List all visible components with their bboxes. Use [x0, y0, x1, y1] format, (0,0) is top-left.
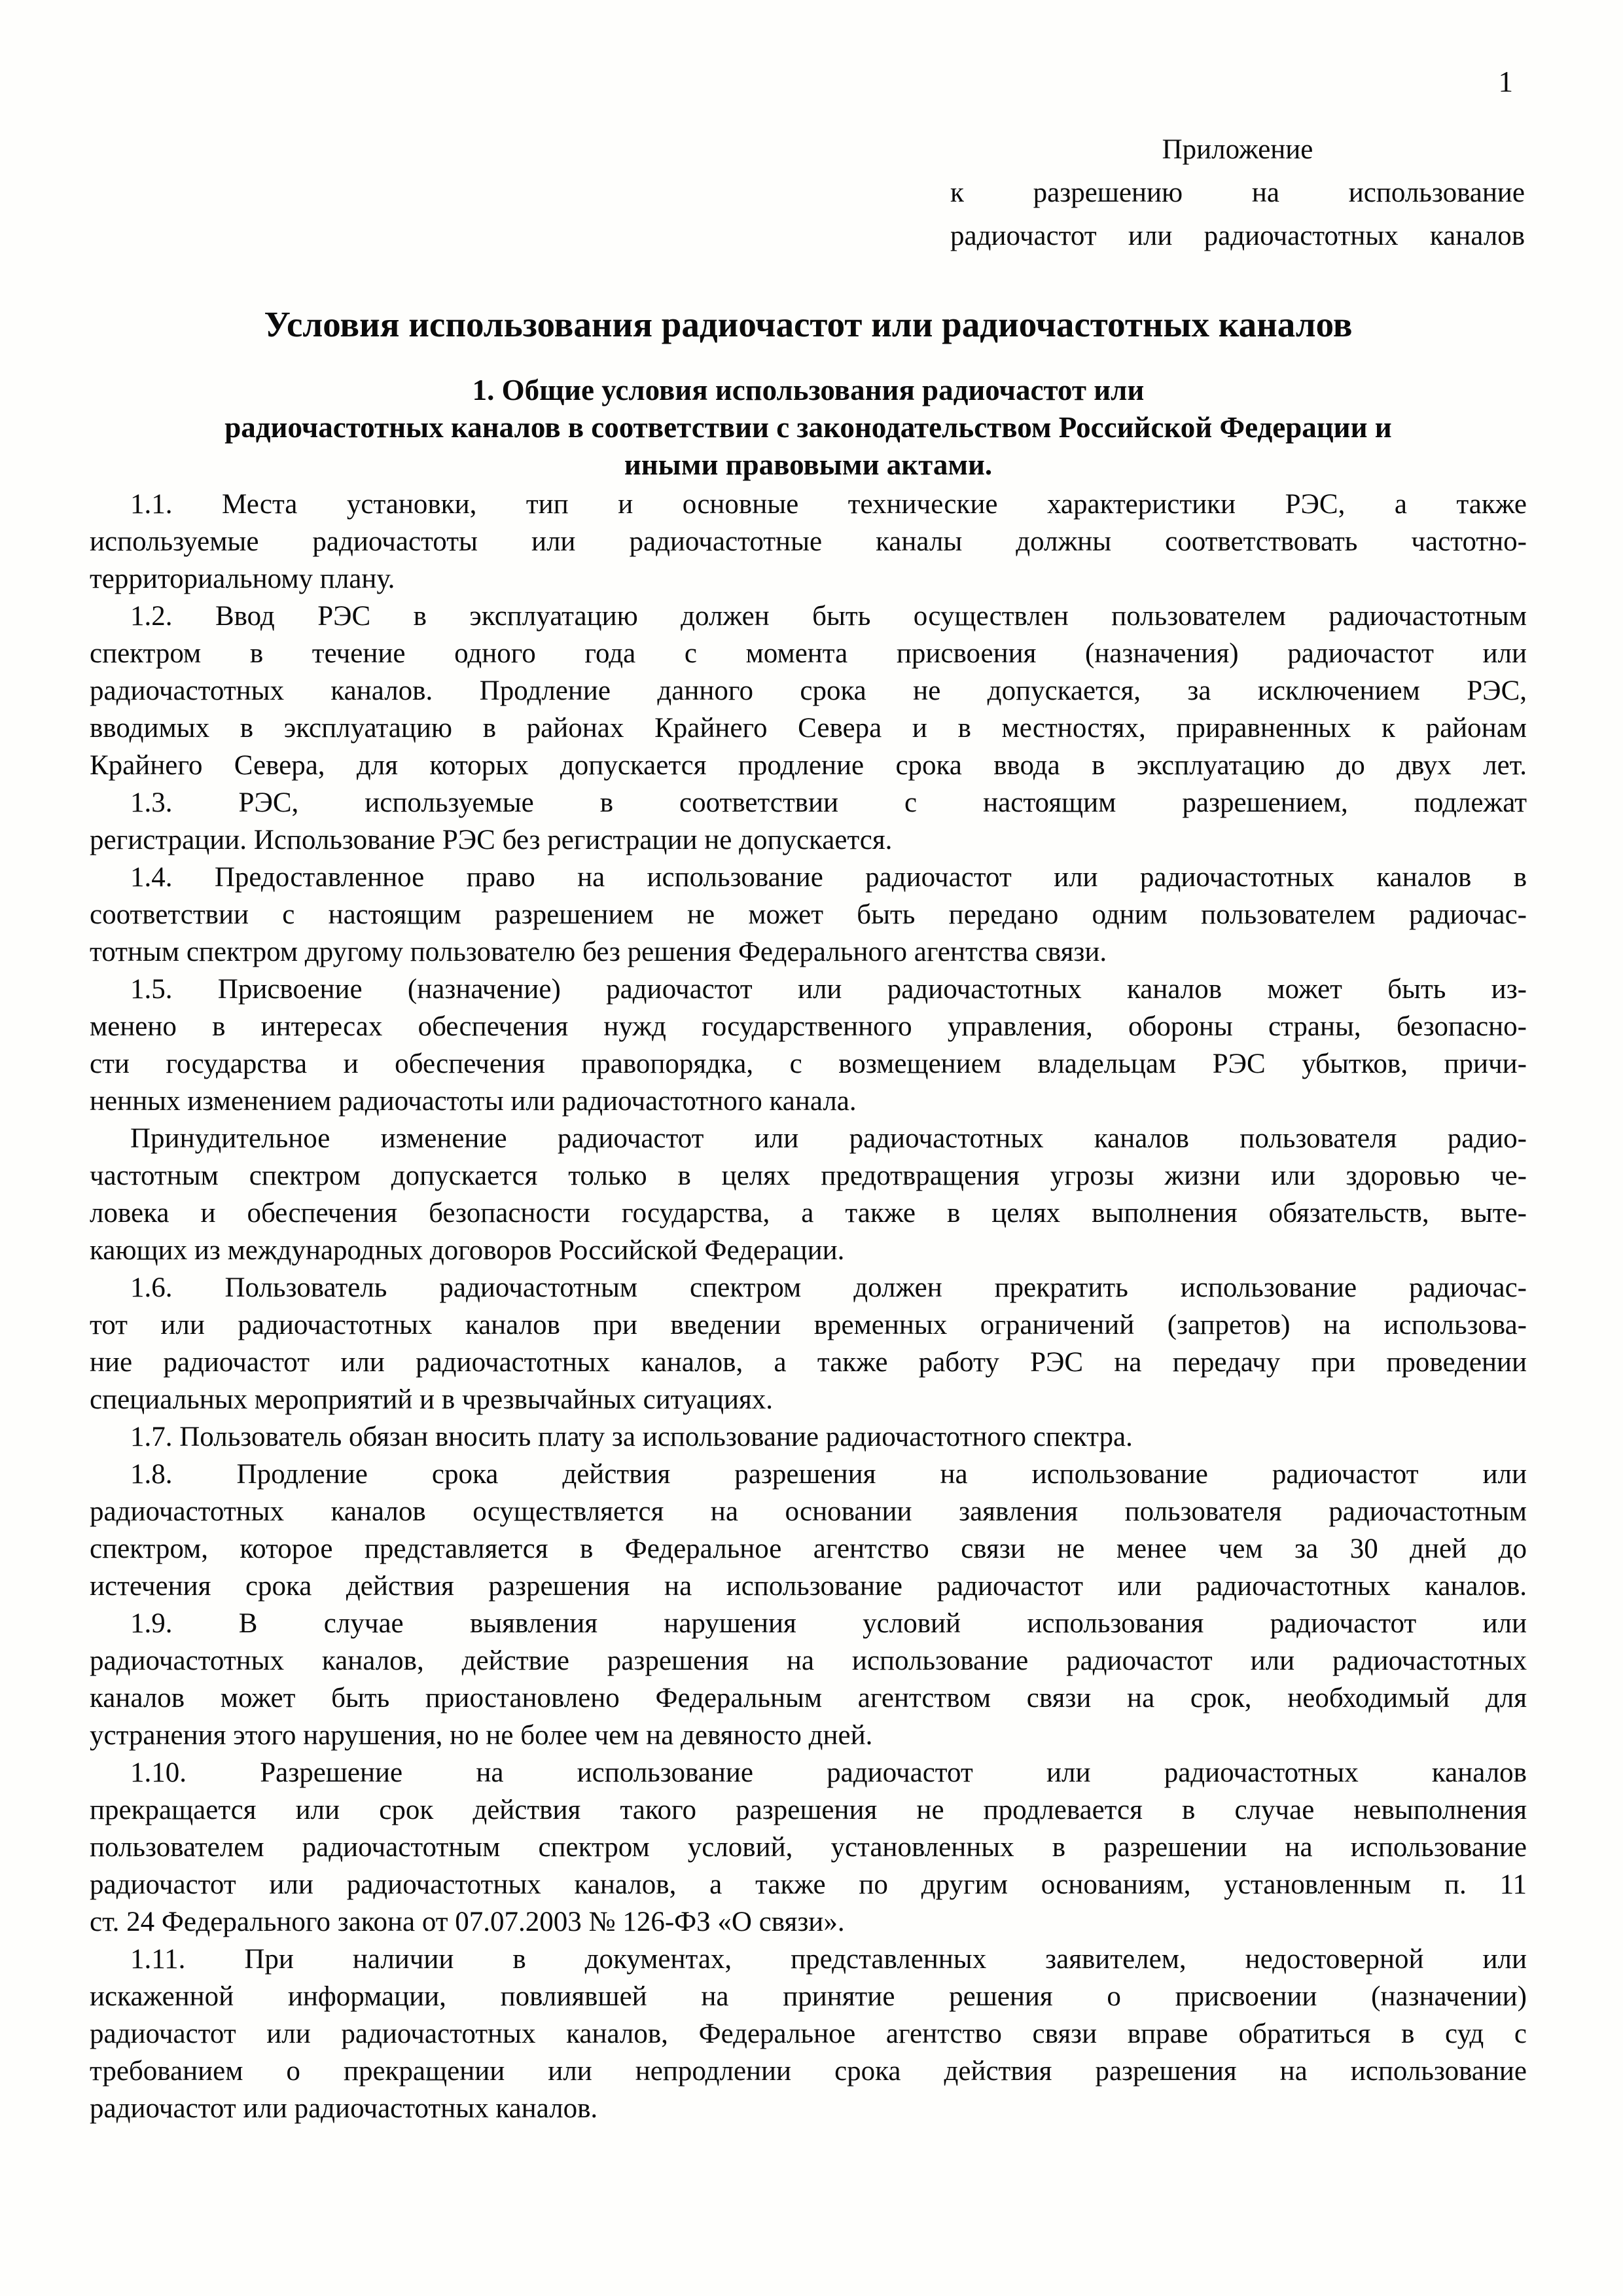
text-line: территориальному плану. [90, 564, 395, 594]
paragraph [90, 1456, 1527, 1605]
text-line: радиочастотных каналов, действие разрешения на использование радиочастот или радиочастотных [90, 1645, 1527, 1676]
paragraph [90, 1941, 1527, 2127]
section-heading-line: 1. Общие условия использования радиочастот или [472, 374, 1145, 406]
paragraph [90, 971, 1527, 1120]
text-line: 1.11. При наличии в документах, представленных заявителем, недостоверной или [130, 1944, 1527, 1975]
text-line: ненных изменением радиочастоты или радиочастотного канала. [90, 1086, 857, 1117]
paragraph [90, 1754, 1527, 1941]
text-line: радиочастотных каналов. Продление данного срока не допускается, за исключением РЭС, [90, 675, 1527, 706]
text-line: специальных мероприятий и в чрезвычайных ситуациях. [90, 1384, 774, 1415]
text-line: радиочастот или радиочастотных каналов, а также по другим основаниям, установленным п. 11 [90, 1869, 1527, 1900]
text-line: тот или радиочастотных каналов при введении временных ограничений (запретов) на использова- [90, 1310, 1527, 1340]
section-heading [90, 372, 1527, 484]
text-line: вводимых в эксплуатацию в районах Крайнего Севера и в местностях, приравненных к районам [90, 713, 1527, 744]
text-line: пользователем радиочастотным спектром условий, установленных в разрешении на использование [90, 1832, 1527, 1863]
text-line: прекращается или срок действия такого разрешения не продлевается в случае невыполнения [90, 1795, 1527, 1825]
text-line: 1.2. Ввод РЭС в эксплуатацию должен быть осуществлен пользователем радиочастотным [130, 601, 1527, 632]
text-line: соответствии с настоящим разрешением не может быть передано одним пользователем радиочас- [90, 899, 1527, 930]
text-line: ст. 24 Федерального закона от 07.07.2003 № 126-ФЗ «О связи». [90, 1907, 845, 1937]
text-line: устранения этого нарушения, но не более чем на девяносто дней. [90, 1720, 873, 1751]
text-line: спектром, которое представляется в Федеральное агентство связи не менее чем за 30 дней до [90, 1534, 1527, 1564]
text-line: 1.1. Места установки, тип и основные технические характеристики РЭС, а также [130, 489, 1527, 520]
text-line: каналов может быть приостановлено Федеральным агентством связи на срок, необходимый для [90, 1683, 1527, 1713]
text-line: кающих из международных договоров Российской Федерации. [90, 1235, 845, 1266]
section-heading-line: радиочастотных каналов в соответствии с законодательством Российской Федерации и [224, 411, 1392, 444]
text-line: 1.10. Разрешение на использование радиочастот или радиочастотных каналов [130, 1757, 1527, 1788]
document-title: Условия использования радиочастот или радиочастотных каналов [264, 304, 1353, 344]
paragraph [90, 1418, 1527, 1456]
text-line: частотным спектром допускается только в целях предотвращения угрозы жизни или здоровью че- [90, 1160, 1527, 1191]
paragraph [90, 1605, 1527, 1754]
text-line: сти государства и обеспечения правопорядка, с возмещением владельцам РЭС убытков, причи- [90, 1049, 1527, 1079]
text-line: 1.7. Пользователь обязан вносить плату за использование радиочастотного спектра. [130, 1422, 1133, 1452]
paragraph [90, 784, 1527, 859]
text-line: истечения срока действия разрешения на использование радиочастот или радиочастотных каналов. [90, 1571, 1527, 1602]
paragraph [90, 859, 1527, 971]
text-line: Принудительное изменение радиочастот или радиочастотных каналов пользователя радио- [130, 1123, 1527, 1154]
text-line: регистрации. Использование РЭС без регистрации не допускается. [90, 825, 893, 855]
text-line: менено в интересах обеспечения нужд государственного управления, обороны страны, безопасно- [90, 1011, 1527, 1042]
text-line: спектром в течение одного года с момента присвоения (назначения) радиочастот или [90, 638, 1527, 669]
text-line: Крайнего Севера, для которых допускается продление срока ввода в эксплуатацию до двух лет. [90, 750, 1527, 781]
appendix-header-line: радиочастот или радиочастотных каналов [950, 221, 1525, 251]
text-line: требованием о прекращении или непродлении срока действия разрешения на использование [90, 2056, 1527, 2087]
text-line: 1.4. Предоставленное право на использование радиочастот или радиочастотных каналов в [130, 862, 1527, 893]
text-line: ние радиочастот или радиочастотных каналов, а также работу РЭС на передачу при проведении [90, 1347, 1527, 1378]
text-line: тотным спектром другому пользователю без решения Федерального агентства связи. [90, 937, 1107, 967]
text-line: ловека и обеспечения безопасности государства, а также в целях выполнения обязательств, выте- [90, 1198, 1527, 1229]
section-heading-line: иными правовыми актами. [624, 448, 993, 481]
text-line: 1.5. Присвоение (назначение) радиочастот или радиочастотных каналов может быть из- [130, 974, 1527, 1005]
text-line: радиочастот или радиочастотных каналов, Федеральное агентство связи вправе обратиться в суд с [90, 2018, 1527, 2049]
paragraph [90, 598, 1527, 784]
document-body [90, 486, 1527, 2127]
appendix-header-line: Приложение [1162, 134, 1313, 165]
text-line: 1.3. РЭС, используемые в соответствии с настоящим разрешением, подлежат [130, 787, 1527, 818]
page-number: 1 [1498, 65, 1513, 98]
text-line: 1.8. Продление срока действия разрешения на использование радиочастот или [130, 1459, 1527, 1490]
text-line: радиочастотных каналов осуществляется на основании заявления пользователя радиочастотным [90, 1496, 1527, 1527]
appendix-header [950, 128, 1525, 258]
paragraph [90, 1269, 1527, 1418]
appendix-header-line: к разрешению на использование [950, 177, 1525, 208]
text-line: 1.6. Пользователь радиочастотным спектром должен прекратить использование радиочас- [130, 1272, 1527, 1303]
text-line: используемые радиочастоты или радиочастотные каналы должны соответствовать частотно- [90, 526, 1527, 557]
text-line: искаженной информации, повлиявшей на принятие решения о присвоении (назначении) [90, 1981, 1527, 2012]
text-line: 1.9. В случае выявления нарушения условий использования радиочастот или [130, 1608, 1527, 1639]
paragraph [90, 486, 1527, 598]
paragraph [90, 1120, 1527, 1269]
text-line: радиочастот или радиочастотных каналов. [90, 2093, 598, 2124]
